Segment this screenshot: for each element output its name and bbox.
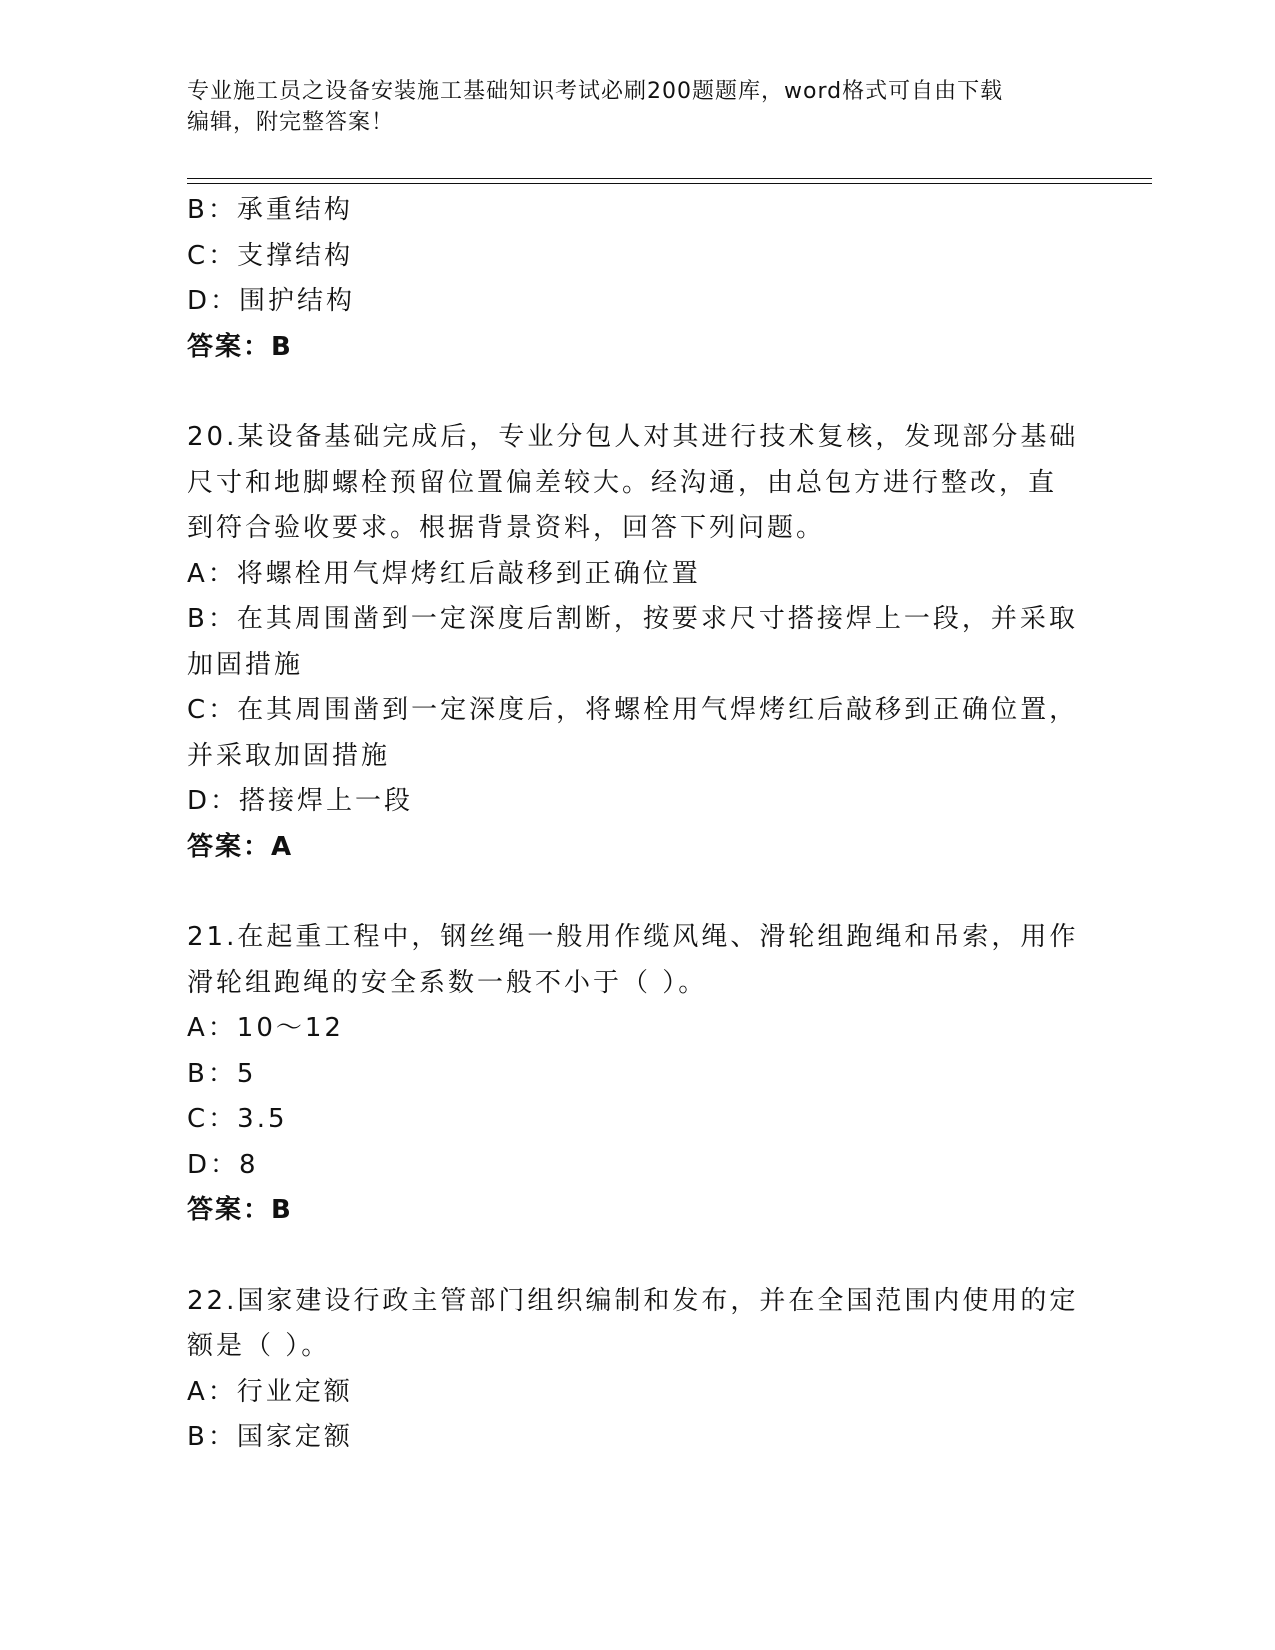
spacer [187,370,1087,415]
question-20 [187,415,1087,870]
header-title-line-2: 编辑，附完整答案！ [187,110,395,135]
q19-option-c: C：支撑结构 [187,240,354,271]
q21-stem-line-2: 滑轮组跑绳的安全系数一般不小于（ ）。 [187,967,708,998]
q21-option-b: B：5 [187,1058,257,1089]
q22-stem-line-2: 额是（ ）。 [187,1331,331,1361]
q19-option-b: B：承重结构 [187,195,353,225]
q21-option-c: C：3.5 [187,1104,288,1134]
header-divider-bottom [187,183,1152,184]
question-21 [187,915,1087,1234]
spacer [187,870,1087,915]
q20-option-c-line-2: 并采取加固措施 [187,740,391,771]
q20-option-d: D：搭接焊上一段 [187,786,414,816]
q20-option-b-line-2: 加固措施 [187,649,304,680]
header-title-line-1: 专业施工员之设备安装施工基础知识考试必刷200题题库，word格式可自由下载 [187,79,1004,104]
document-body [187,188,1087,1461]
q20-option-a: A：将螺栓用气焊烤红后敲移到正确位置 [187,558,701,589]
document-header [187,76,1087,138]
q21-answer: 答案：B [187,1195,293,1225]
q22-option-a: A：行业定额 [187,1376,353,1407]
q21-option-d: D：8 [187,1149,259,1180]
q19-option-d: D：围护结构 [187,286,356,316]
q21-stem-line-1: 21.在起重工程中，钢丝绳一般用作缆风绳、滑轮组跑绳和吊索，用作 [187,922,1079,952]
question-19 [187,188,1087,370]
q20-stem-line-3: 到符合验收要求。根据背景资料，回答下列问题。 [187,513,826,543]
q22-option-b: B：国家定额 [187,1422,353,1452]
q20-option-c-line-1: C：在其周围凿到一定深度后，将螺栓用气焊烤红后敲移到正确位置， [187,695,1079,725]
question-22 [187,1279,1087,1461]
q20-option-b-line-1: B：在其周围凿到一定深度后割断，按要求尺寸搭接焊上一段，并采取 [187,604,1078,634]
header-divider-top [187,178,1152,179]
q22-stem-line-1: 22.国家建设行政主管部门组织编制和发布，并在全国范围内使用的定 [187,1285,1079,1316]
q20-stem-line-1: 20.某设备基础完成后，专业分包人对其进行技术复核，发现部分基础 [187,422,1079,452]
q20-answer: 答案：A [187,831,294,862]
q19-answer: 答案：B [187,331,293,362]
q21-option-a: A：10～12 [187,1013,344,1043]
spacer [187,1234,1087,1279]
q20-stem-line-2: 尺寸和地脚螺栓预留位置偏差较大。经沟通，由总包方进行整改，直 [187,467,1058,498]
